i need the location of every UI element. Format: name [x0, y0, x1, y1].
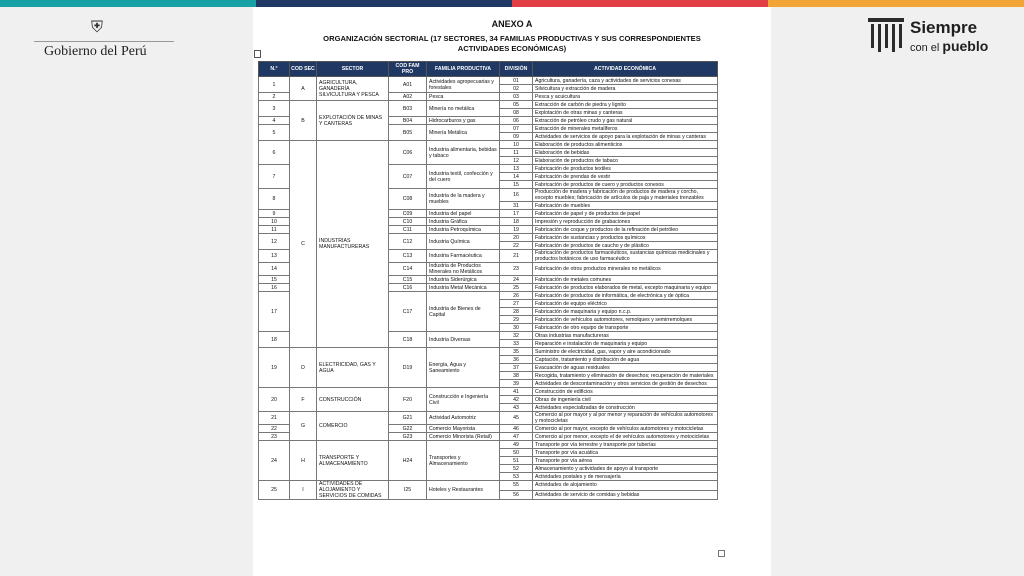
activity: Elaboración de productos de tabaco	[533, 157, 718, 165]
row-number: 5	[259, 125, 290, 141]
family-name: Comercio Mayorista	[427, 425, 500, 433]
activity: Fabricación de equipo eléctrico	[533, 300, 718, 308]
division-code: 45	[500, 412, 533, 425]
activity: Pesca y acuicultura	[533, 93, 718, 101]
division-code: 26	[500, 292, 533, 300]
activity: Silvicultura y extracción de madera	[533, 85, 718, 93]
division-code: 08	[500, 109, 533, 117]
family-name: Industria Farmacéutica	[427, 250, 500, 263]
gobierno-logo	[34, 20, 174, 60]
row-number: 19	[259, 348, 290, 388]
columns-icon	[866, 16, 906, 58]
family-code: C08	[389, 189, 427, 210]
family-name: Industria Siderúrgica	[427, 276, 500, 284]
division-code: 25	[500, 284, 533, 292]
sector-code: G	[290, 412, 317, 441]
row-number: 12	[259, 234, 290, 250]
activity: Comercio al por mayor, excepto de vehículos automotores y motocicletas	[533, 425, 718, 433]
division-code: 02	[500, 85, 533, 93]
family-name: Industria Gráfica	[427, 218, 500, 226]
family-name: Industria Petroquímica	[427, 226, 500, 234]
activity: Fabricación de papel y de productos de papel	[533, 210, 718, 218]
family-code: C06	[389, 141, 427, 165]
family-name: Industria Diversas	[427, 332, 500, 348]
family-code: A02	[389, 93, 427, 101]
activity: Actividades de servicio de comidas y bebidas	[533, 490, 718, 500]
division-code: 09	[500, 133, 533, 141]
division-code: 27	[500, 300, 533, 308]
activity: Transporte por vía aérea	[533, 457, 718, 465]
sector-code: I	[290, 481, 317, 500]
division-code: 07	[500, 125, 533, 133]
family-code: G23	[389, 433, 427, 441]
stripe-navy	[256, 0, 512, 7]
activity: Actividades de servicios de apoyo para la explotación de minas y canteras	[533, 133, 718, 141]
family-name: Actividad Automotriz	[427, 412, 500, 425]
table-row	[259, 101, 718, 109]
division-code: 50	[500, 449, 533, 457]
activity: Elaboración de productos alimenticios	[533, 141, 718, 149]
annex-title: ANEXO A	[491, 19, 533, 29]
activity: Extracción de petróleo crudo y gas natural	[533, 117, 718, 125]
activity: Explotación de otras minas y canteras	[533, 109, 718, 117]
row-number: 15	[259, 276, 290, 284]
division-code: 38	[500, 372, 533, 380]
row-number: 2	[259, 93, 290, 101]
sector-name: EXPLOTACIÓN DE MINAS Y CANTERAS	[317, 101, 389, 141]
activity: Reparación e instalación de maquinaria y equipo	[533, 340, 718, 348]
division-code: 15	[500, 181, 533, 189]
division-code: 30	[500, 324, 533, 332]
family-code: C17	[389, 292, 427, 332]
family-name: Industria del papel	[427, 210, 500, 218]
activity: Recogida, tratamiento y eliminación de desechos; recuperación de materiales	[533, 372, 718, 380]
col-header: SECTOR	[317, 62, 389, 77]
family-name: Construcción e Ingeniería Civil	[427, 388, 500, 412]
col-header: COD FAM PRO	[389, 62, 427, 77]
activity: Fabricación de metales comunes	[533, 276, 718, 284]
table-row	[259, 388, 718, 396]
division-code: 21	[500, 250, 533, 263]
row-number: 18	[259, 332, 290, 348]
division-code: 55	[500, 481, 533, 491]
division-code: 47	[500, 433, 533, 441]
division-code: 42	[500, 396, 533, 404]
row-number: 10	[259, 218, 290, 226]
document-page	[253, 7, 771, 576]
row-number: 9	[259, 210, 290, 218]
stripe-orange	[768, 0, 1024, 7]
resize-handle-icon[interactable]	[718, 550, 725, 557]
division-code: 14	[500, 173, 533, 181]
table-row	[259, 412, 718, 425]
division-code: 23	[500, 263, 533, 276]
table-row	[259, 441, 718, 449]
activity: Fabricación de productos de cuero y productos conexos	[533, 181, 718, 189]
family-code: C16	[389, 284, 427, 292]
family-code: C14	[389, 263, 427, 276]
family-name: Hidrocarburos y gas	[427, 117, 500, 125]
division-code: 03	[500, 93, 533, 101]
stripe-red	[512, 0, 768, 7]
row-number: 21	[259, 412, 290, 425]
division-code: 39	[500, 380, 533, 388]
family-name: Actividades agropecuarias y forestales	[427, 77, 500, 93]
activity: Fabricación de maquinaria y equipo n.c.p.	[533, 308, 718, 316]
division-code: 10	[500, 141, 533, 149]
family-code: H24	[389, 441, 427, 481]
family-code: B05	[389, 125, 427, 141]
row-number: 3	[259, 101, 290, 117]
edit-handle-icon[interactable]	[254, 50, 261, 58]
family-name: Industria alimentaria, bebidas y tabaco	[427, 141, 500, 165]
division-code: 29	[500, 316, 533, 324]
sector-table	[258, 61, 718, 500]
activity: Fabricación de prendas de vestir	[533, 173, 718, 181]
sector-name: AGRICULTURA, GANADERÍA SILVICULTURA Y PESCA	[317, 77, 389, 101]
siempre-logo	[866, 16, 996, 60]
family-name: Industria de Productos Minerales no Metálicos	[427, 263, 500, 276]
activity: Actividades de descontaminación y otros servicios de gestión de desechos	[533, 380, 718, 388]
family-name: Hoteles y Restaurantes	[427, 481, 500, 500]
activity: Extracción de carbón de piedra y lignito	[533, 101, 718, 109]
activity: Extracción de minerales metalíferos	[533, 125, 718, 133]
row-number: 20	[259, 388, 290, 412]
sector-code: F	[290, 388, 317, 412]
row-number: 8	[259, 189, 290, 210]
row-number: 6	[259, 141, 290, 165]
row-number: 16	[259, 284, 290, 292]
activity: Fabricación de muebles	[533, 202, 718, 210]
family-name: Energía, Agua y Saneamiento	[427, 348, 500, 388]
division-code: 17	[500, 210, 533, 218]
activity: Agricultura, ganadería, caza y actividades de servicios conexas	[533, 77, 718, 85]
col-header: ACTIVIDAD ECONÓMICA	[533, 62, 718, 77]
family-code: G21	[389, 412, 427, 425]
family-code: C07	[389, 165, 427, 189]
table-row	[259, 481, 718, 491]
division-code: 06	[500, 117, 533, 125]
row-number: 11	[259, 226, 290, 234]
activity: Construcción de edificios	[533, 388, 718, 396]
activity: Transporte por vía acuática	[533, 449, 718, 457]
activity: Fabricación de productos elaborados de metal, excepto maquinaria y equipo	[533, 284, 718, 292]
family-name: Comercio Minorista (Retail)	[427, 433, 500, 441]
activity: Almacenamiento y actividades de apoyo al transporte	[533, 465, 718, 473]
siempre-label: Siempre	[910, 18, 978, 37]
col-header: COD SEC	[290, 62, 317, 77]
family-code: B04	[389, 117, 427, 125]
division-code: 46	[500, 425, 533, 433]
division-code: 53	[500, 473, 533, 481]
family-name: Industria textil, confección y del cuero	[427, 165, 500, 189]
family-name: Industria Metal Mecánica	[427, 284, 500, 292]
family-code: C10	[389, 218, 427, 226]
document-subtitle: ORGANIZACIÓN SECTORIAL (17 SECTORES, 34 FAMILIAS PRODUCTIVAS Y SUS CORRESPONDIENTES ACTIVIDADES ECONÓMICAS)	[323, 34, 701, 53]
row-number: 1	[259, 77, 290, 93]
family-code: C09	[389, 210, 427, 218]
activity: Transporte por vía terrestre y transporte por tuberías	[533, 441, 718, 449]
sector-code: C	[290, 141, 317, 348]
division-code: 51	[500, 457, 533, 465]
division-code: 20	[500, 234, 533, 242]
row-number: 23	[259, 433, 290, 441]
sector-code: A	[290, 77, 317, 101]
right-margin	[771, 70, 1024, 576]
division-code: 18	[500, 218, 533, 226]
division-code: 41	[500, 388, 533, 396]
activity: Obras de ingeniería civil	[533, 396, 718, 404]
row-number: 22	[259, 425, 290, 433]
activity: Actividades especializadas de construcción	[533, 404, 718, 412]
activity: Otras industrias manufactureras	[533, 332, 718, 340]
division-code: 28	[500, 308, 533, 316]
activity: Fabricación de sustancias y productos químicos	[533, 234, 718, 242]
family-code: B03	[389, 101, 427, 117]
division-code: 49	[500, 441, 533, 449]
row-number: 7	[259, 165, 290, 189]
family-code: G22	[389, 425, 427, 433]
activity: Elaboración de bebidas	[533, 149, 718, 157]
family-code: C18	[389, 332, 427, 348]
table-row	[259, 141, 718, 149]
family-code: C15	[389, 276, 427, 284]
division-code: 32	[500, 332, 533, 340]
row-number: 25	[259, 481, 290, 500]
family-code: D19	[389, 348, 427, 388]
activity: Fabricación de productos de informática, de electrónica y de óptica	[533, 292, 718, 300]
family-code: F20	[389, 388, 427, 412]
row-number: 24	[259, 441, 290, 481]
division-code: 35	[500, 348, 533, 356]
left-margin	[0, 70, 253, 576]
activity: Fabricación de productos farmacéuticos, sustancias químicas medicinales y productos botánicos de uso farmacéutico	[533, 250, 718, 263]
activity: Fabricación de otros productos minerales no metálicos	[533, 263, 718, 276]
table-header-row	[259, 62, 718, 77]
family-name: Transportes y Almacenamiento	[427, 441, 500, 481]
sector-name: INDUSTRIAS MANUFACTURERAS	[317, 141, 389, 348]
sector-code: D	[290, 348, 317, 388]
activity: Comercio al por menor, excepto el de vehículos automotores y motocicletas	[533, 433, 718, 441]
family-name: Pesca	[427, 93, 500, 101]
division-code: 52	[500, 465, 533, 473]
gobierno-label: Gobierno del Perú	[44, 44, 147, 59]
family-name: Minería no metálica	[427, 101, 500, 117]
family-code: A01	[389, 77, 427, 93]
sector-name: ELECTRICIDAD, GAS Y AGUA	[317, 348, 389, 388]
activity: Producción de madera y fabricación de productos de madera y corcho, excepto muebles; fabricación de artículos de paja y materiales trenzables	[533, 189, 718, 202]
division-code: 01	[500, 77, 533, 85]
division-code: 13	[500, 165, 533, 173]
division-code: 24	[500, 276, 533, 284]
sector-name: CONSTRUCCIÓN	[317, 388, 389, 412]
table-row	[259, 77, 718, 85]
sector-name: TRANSPORTE Y ALMACENAMIENTO	[317, 441, 389, 481]
activity: Captación, tratamiento y distribución de agua	[533, 356, 718, 364]
family-code: C13	[389, 250, 427, 263]
division-code: 12	[500, 157, 533, 165]
col-header: DIVISIÓN	[500, 62, 533, 77]
activity: Fabricación de productos de caucho y de plástico	[533, 242, 718, 250]
family-code: I25	[389, 481, 427, 500]
activity: Actividades de alojamiento	[533, 481, 718, 491]
family-code: C12	[389, 234, 427, 250]
activity: Suministro de electricidad, gas, vapor y aire acondicionado	[533, 348, 718, 356]
activity: Evacuación de aguas residuales	[533, 364, 718, 372]
table-row	[259, 348, 718, 356]
division-code: 05	[500, 101, 533, 109]
family-code: C11	[389, 226, 427, 234]
row-number: 4	[259, 117, 290, 125]
col-header: FAMILIA PRODUCTIVA	[427, 62, 500, 77]
col-header: N.°	[259, 62, 290, 77]
division-code: 37	[500, 364, 533, 372]
activity: Comercio al por mayor y al por menor y reparación de vehículos automotores y motocicletas	[533, 412, 718, 425]
activity: Fabricación de vehículos automotores, remolques y semirremolques	[533, 316, 718, 324]
activity: Impresión y reproducción de grabaciones	[533, 218, 718, 226]
sector-name: COMERCIO	[317, 412, 389, 441]
division-code: 33	[500, 340, 533, 348]
sector-code: H	[290, 441, 317, 481]
division-code: 36	[500, 356, 533, 364]
logo-divider	[34, 41, 174, 42]
family-name: Industria Química	[427, 234, 500, 250]
family-name: Minería Metálica	[427, 125, 500, 141]
peru-shield-icon: ⛨	[91, 19, 104, 36]
division-code: 22	[500, 242, 533, 250]
family-name: Industria de la madera y muebles	[427, 189, 500, 210]
row-number: 17	[259, 292, 290, 332]
division-code: 43	[500, 404, 533, 412]
division-code: 31	[500, 202, 533, 210]
activity: Fabricación de otro equipo de transporte	[533, 324, 718, 332]
activity: Fabricación de productos textiles	[533, 165, 718, 173]
sector-code: B	[290, 101, 317, 141]
division-code: 19	[500, 226, 533, 234]
sector-name: ACTIVIDADES DE ALOJAMIENTO Y SERVICIOS DE COMIDAS	[317, 481, 389, 500]
row-number: 14	[259, 263, 290, 276]
stripe-teal	[0, 0, 256, 7]
row-number: 13	[259, 250, 290, 263]
activity: Actividades postales y de mensajería	[533, 473, 718, 481]
brand-stripe	[0, 0, 1024, 7]
activity: Fabricación de coque y productos de la refinación del petróleo	[533, 226, 718, 234]
division-code: 16	[500, 189, 533, 202]
con-el-pueblo-label: con el pueblo	[910, 38, 989, 54]
division-code: 11	[500, 149, 533, 157]
division-code: 56	[500, 490, 533, 500]
family-name: Industria de Bienes de Capital	[427, 292, 500, 332]
